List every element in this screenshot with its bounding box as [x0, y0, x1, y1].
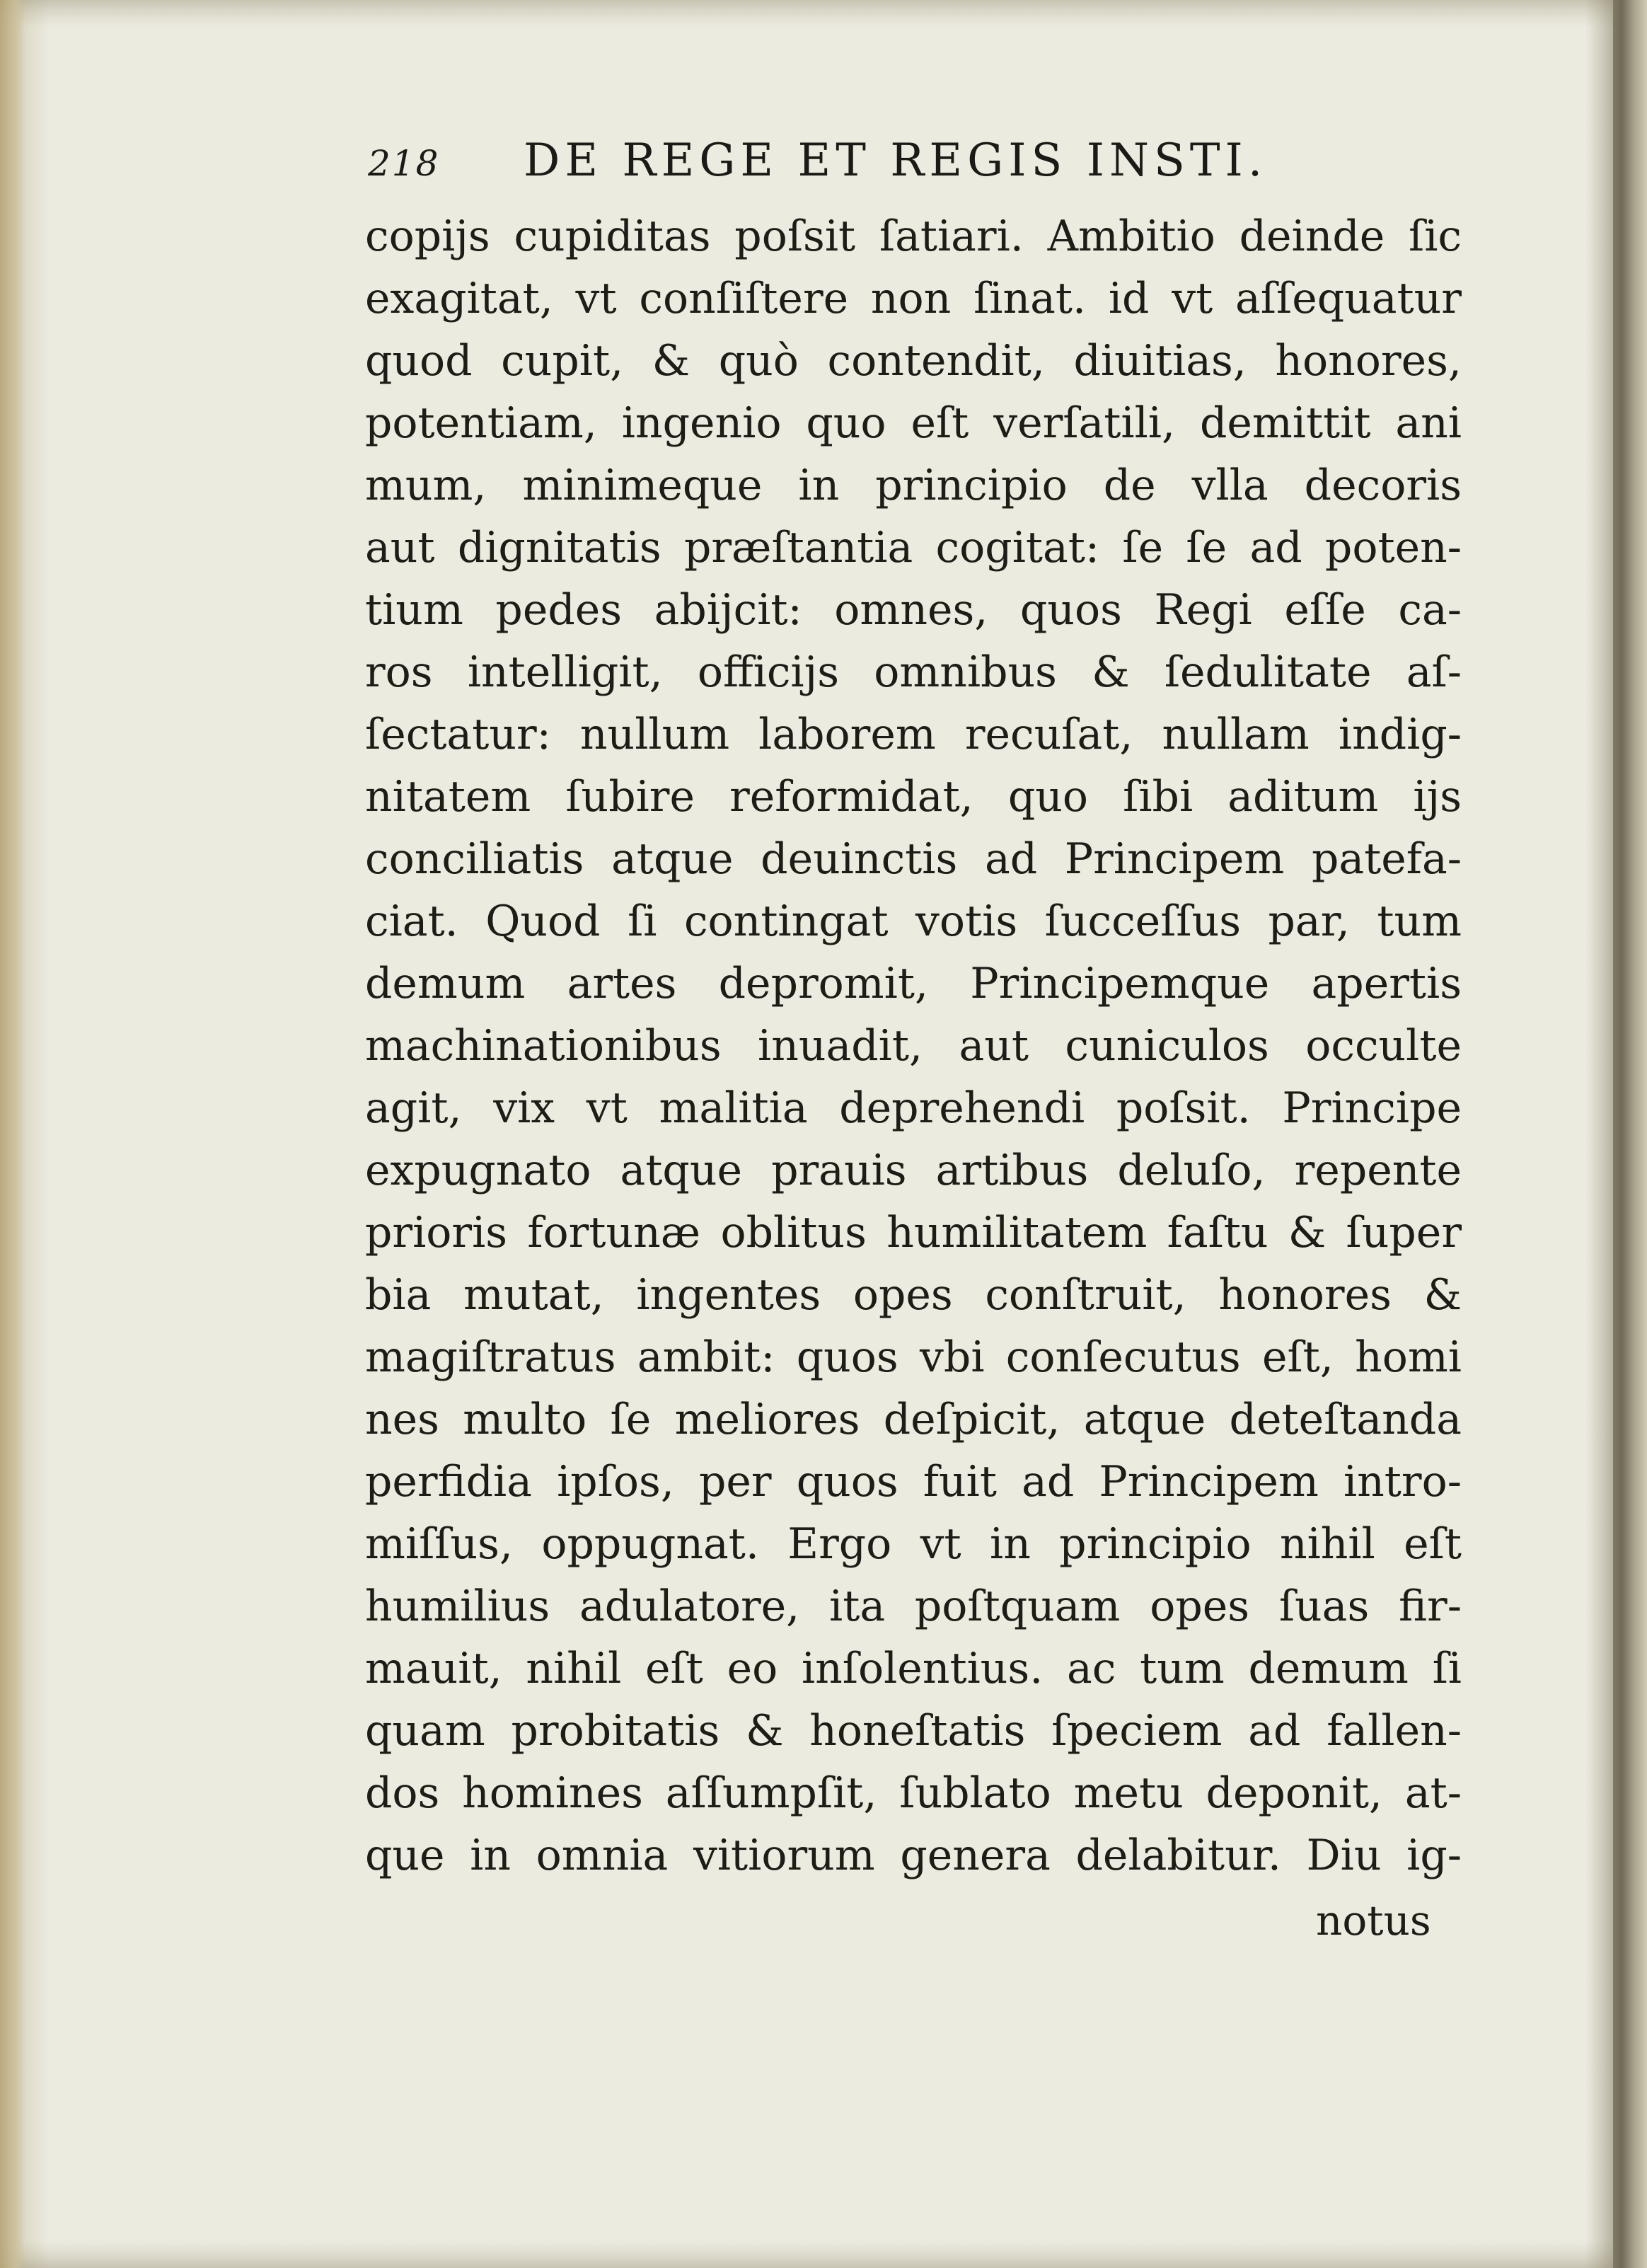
page-header: [368, 134, 1436, 191]
body-text: [365, 205, 1462, 1887]
text-line: conciliatis atque deuinctis ad Principem patefa-: [365, 834, 1462, 884]
text-line: ſectatur: nullum laborem recuſat, nullam indig-: [365, 710, 1462, 759]
page-number: 218: [368, 143, 440, 184]
gutter-stain: [0, 0, 25, 2268]
text-line: que in omnia vitiorum genera delabitur. Diu ig-: [365, 1831, 1462, 1880]
text-line: nitatem ſubire reformidat, quo ſibi aditum ijs: [365, 772, 1462, 822]
text-line: mauit, nihil eſt eo inſolentius. ac tum demum ſi: [365, 1644, 1462, 1693]
text-line: tium pedes abijcit: omnes, quos Regi eſſe ca-: [365, 585, 1462, 635]
text-line: bia mutat, ingentes opes conſtruit, honores &: [365, 1270, 1462, 1320]
text-line: mum, minimeque in principio de vlla decoris: [365, 461, 1462, 510]
text-line: ciat. Quod ſi contingat votis ſucceſſus par, tum: [365, 897, 1462, 946]
text-line: copijs cupiditas poſsit ſatiari. Ambitio deinde ſic: [365, 212, 1462, 261]
running-head: DE REGE ET REGIS INSTI.: [524, 134, 1268, 187]
text-line: miſſus, oppugnat. Ergo vt in principio nihil eſt: [365, 1519, 1462, 1569]
catchword: notus: [1316, 1896, 1431, 1945]
text-line: humilius adulatore, ita poſtquam opes ſuas fir-: [365, 1582, 1462, 1631]
text-line: expugnato atque prauis artibus deluſo, repente: [365, 1146, 1462, 1195]
text-line: exagitat, vt conſiſtere non ſinat. id vt aſſequatur: [365, 274, 1462, 323]
text-line: prioris fortunæ oblitus humilitatem faſtu & ſuper: [365, 1208, 1462, 1257]
text-line: machinationibus inuadit, aut cuniculos occulte: [365, 1021, 1462, 1071]
text-line: agit, vix vt malitia deprehendi poſsit. Principe: [365, 1083, 1462, 1133]
text-line: quod cupit, & quò contendit, diuitias, honores,: [365, 336, 1462, 386]
text-line: perfidia ipſos, per quos fuit ad Principem intro-: [365, 1457, 1462, 1507]
text-line: demum artes depromit, Principemque apertis: [365, 959, 1462, 1008]
text-line: nes multo ſe meliores deſpicit, atque deteſtanda: [365, 1395, 1462, 1444]
text-line: potentiam, ingenio quo eſt verſatili, demittit ani: [365, 398, 1462, 448]
text-line: ros intelligit, officijs omnibus & ſedulitate aſ-: [365, 647, 1462, 697]
text-line: aut dignitatis præſtantia cogitat: ſe ſe ad poten-: [365, 523, 1462, 572]
text-line: magiſtratus ambit: quos vbi conſecutus eſt, homi: [365, 1332, 1462, 1382]
text-line: quam probitatis & honeſtatis ſpeciem ad fallen-: [365, 1706, 1462, 1756]
text-line: dos homines aſſumpſit, ſublato metu deponit, at-: [365, 1768, 1462, 1818]
